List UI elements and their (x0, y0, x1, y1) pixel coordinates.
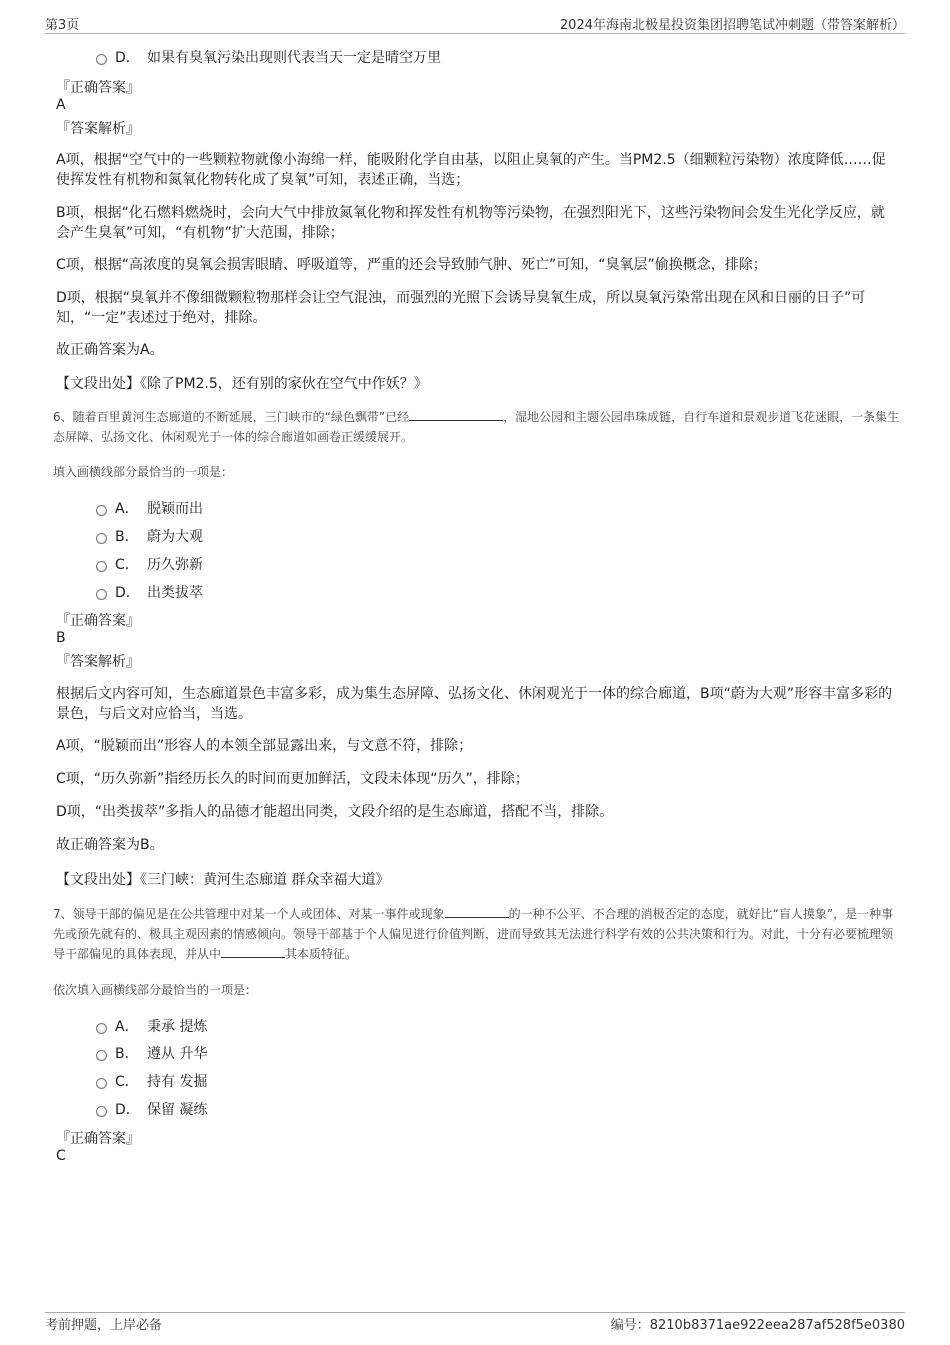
page-number: 第3页 (45, 18, 80, 33)
analysis-paragraph: A项，“脱颖而出”形容人的本领全部显露出来，与文意不符，排除； (56, 738, 473, 754)
answer-label: 『正确答案』 (56, 613, 140, 629)
q7-option-b[interactable]: B． 遵从 升华 (96, 1043, 207, 1063)
answer-value: B (56, 630, 66, 646)
question-prompt: 填入画横线部分最恰当的一项是： (53, 465, 234, 479)
source-citation: 【文段出处】《除了PM2.5，还有别的家伙在空气中作妖？》 (56, 376, 428, 392)
conclusion: 故正确答案为A。 (56, 342, 164, 358)
q6-option-a[interactable]: A． 脱颖而出 (96, 498, 203, 518)
option-text: 如果有臭氧污染出现则代表当天一定是晴空万里 (147, 50, 441, 66)
analysis-paragraph: D项，根据“臭氧并不像细微颗粒物那样会让空气混浊，而强烈的光照下会诱导臭氧生成，所以臭氧污染常出现在风和日丽的日子”可知，“一定”表述过于绝对，排除。 (56, 290, 866, 326)
q7-option-a[interactable]: A． 秉承 提炼 (96, 1016, 207, 1036)
radio-icon[interactable] (96, 54, 107, 65)
answer-label: 『正确答案』 (56, 1131, 140, 1147)
analysis-label: 『答案解析』 (56, 654, 140, 670)
source-citation: 【文段出处】《三门峡：黄河生态廊道 群众幸福大道》 (56, 872, 390, 888)
fill-blank (221, 945, 285, 958)
radio-icon[interactable] (96, 1078, 107, 1089)
analysis-paragraph: D项，“出类拔萃”多指人的品德才能超出同类，文段介绍的是生态廊道，搭配不当，排除。 (56, 804, 614, 820)
q6-option-c[interactable]: C． 历久弥新 (96, 554, 203, 574)
footer-divider (45, 1312, 905, 1313)
radio-icon[interactable] (96, 533, 107, 544)
question-6-stem: 6、随着百里黄河生态廊道的不断延展，三门峡市的“绿色飘带”已经 ，湿地公园和主题公园串珠成链，自行车道和景观步道飞花迷眼，一条集生态屏障、弘扬文化、休闲观光于一体的综合廊道如画卷正缓缓展开。 (53, 410, 900, 444)
question-prompt: 依次填入画横线部分最恰当的一项是： (53, 983, 258, 997)
analysis-paragraph: 根据后文内容可知，生态廊道景色丰富多彩，成为集生态屏障、弘扬文化、休闲观光于一体的综合廊道，B项“蔚为大观”形容丰富多彩的景色，与后文对应恰当，当选。 (56, 686, 893, 722)
radio-icon[interactable] (96, 505, 107, 516)
radio-icon[interactable] (96, 1106, 107, 1117)
document-title: 2024年海南北极星投资集团招聘笔试冲刺题（带答案解析） (559, 18, 905, 33)
q6-option-d[interactable]: D． 出类拔萃 (96, 582, 203, 602)
analysis-label: 『答案解析』 (56, 121, 140, 137)
header-divider (45, 33, 905, 34)
q6-option-b[interactable]: B． 蔚为大观 (96, 526, 203, 546)
analysis-paragraph: C项，“历久弥新”指经历长久的时间而更加鲜活，文段未体现“历久”，排除； (56, 771, 529, 787)
q5-option-d[interactable] (96, 47, 441, 67)
analysis-paragraph: B项，根据“化石燃料燃烧时，会向大气中排放氮氧化物和挥发性有机物等污染物，在强烈阳光下，这些污染物间会发生光化学反应，就会产生臭氧”可知，“有机物”扩大范围，排除； (56, 205, 885, 241)
option-letter: D． (115, 50, 140, 66)
radio-icon[interactable] (96, 1050, 107, 1061)
radio-icon[interactable] (96, 1023, 107, 1034)
q7-option-d[interactable]: D． 保留 凝练 (96, 1099, 207, 1119)
footer-slogan: 考前押题，上岸必备 (45, 1318, 163, 1333)
q7-option-c[interactable]: C． 持有 发掘 (96, 1071, 207, 1091)
question-7-stem: 7、领导干部的偏见是在公共管理中对某一个人或团体、对某一事件或现象 的一种不公平、不合理的消极否定的态度，就好比“盲人摸象”，是一种事先或预先就有的、极具主观因素的情感倾向。领导干部基于个人偏见进行价值判断，进而导致其无法进行科学有效的公共决策和行为。对此，十分有必要梳理领导干部偏见的具体表现，并从中 其本质特征。 (53, 907, 894, 961)
radio-icon[interactable] (96, 561, 107, 572)
document-id: 编号：8210b8371ae922eea287af528f5e0380 (610, 1318, 905, 1333)
fill-blank (409, 408, 503, 421)
fill-blank (445, 905, 509, 918)
radio-icon[interactable] (96, 589, 107, 600)
answer-value: C (56, 1148, 66, 1164)
analysis-paragraph: C项，根据“高浓度的臭氧会损害眼睛、呼吸道等，严重的还会导致肺气肿、死亡”可知，“臭氧层”偷换概念，排除； (56, 257, 767, 273)
answer-label: 『正确答案』 (56, 80, 140, 96)
conclusion: 故正确答案为B。 (56, 837, 164, 853)
analysis-paragraph: A项，根据“空气中的一些颗粒物就像小海绵一样，能吸附化学自由基，以阻止臭氧的产生。当PM2.5（细颗粒污染物）浓度降低……促使挥发性有机物和氮氧化物转化成了臭氧”可知，表述正确，当选； (56, 152, 886, 188)
answer-value: A (56, 97, 66, 113)
